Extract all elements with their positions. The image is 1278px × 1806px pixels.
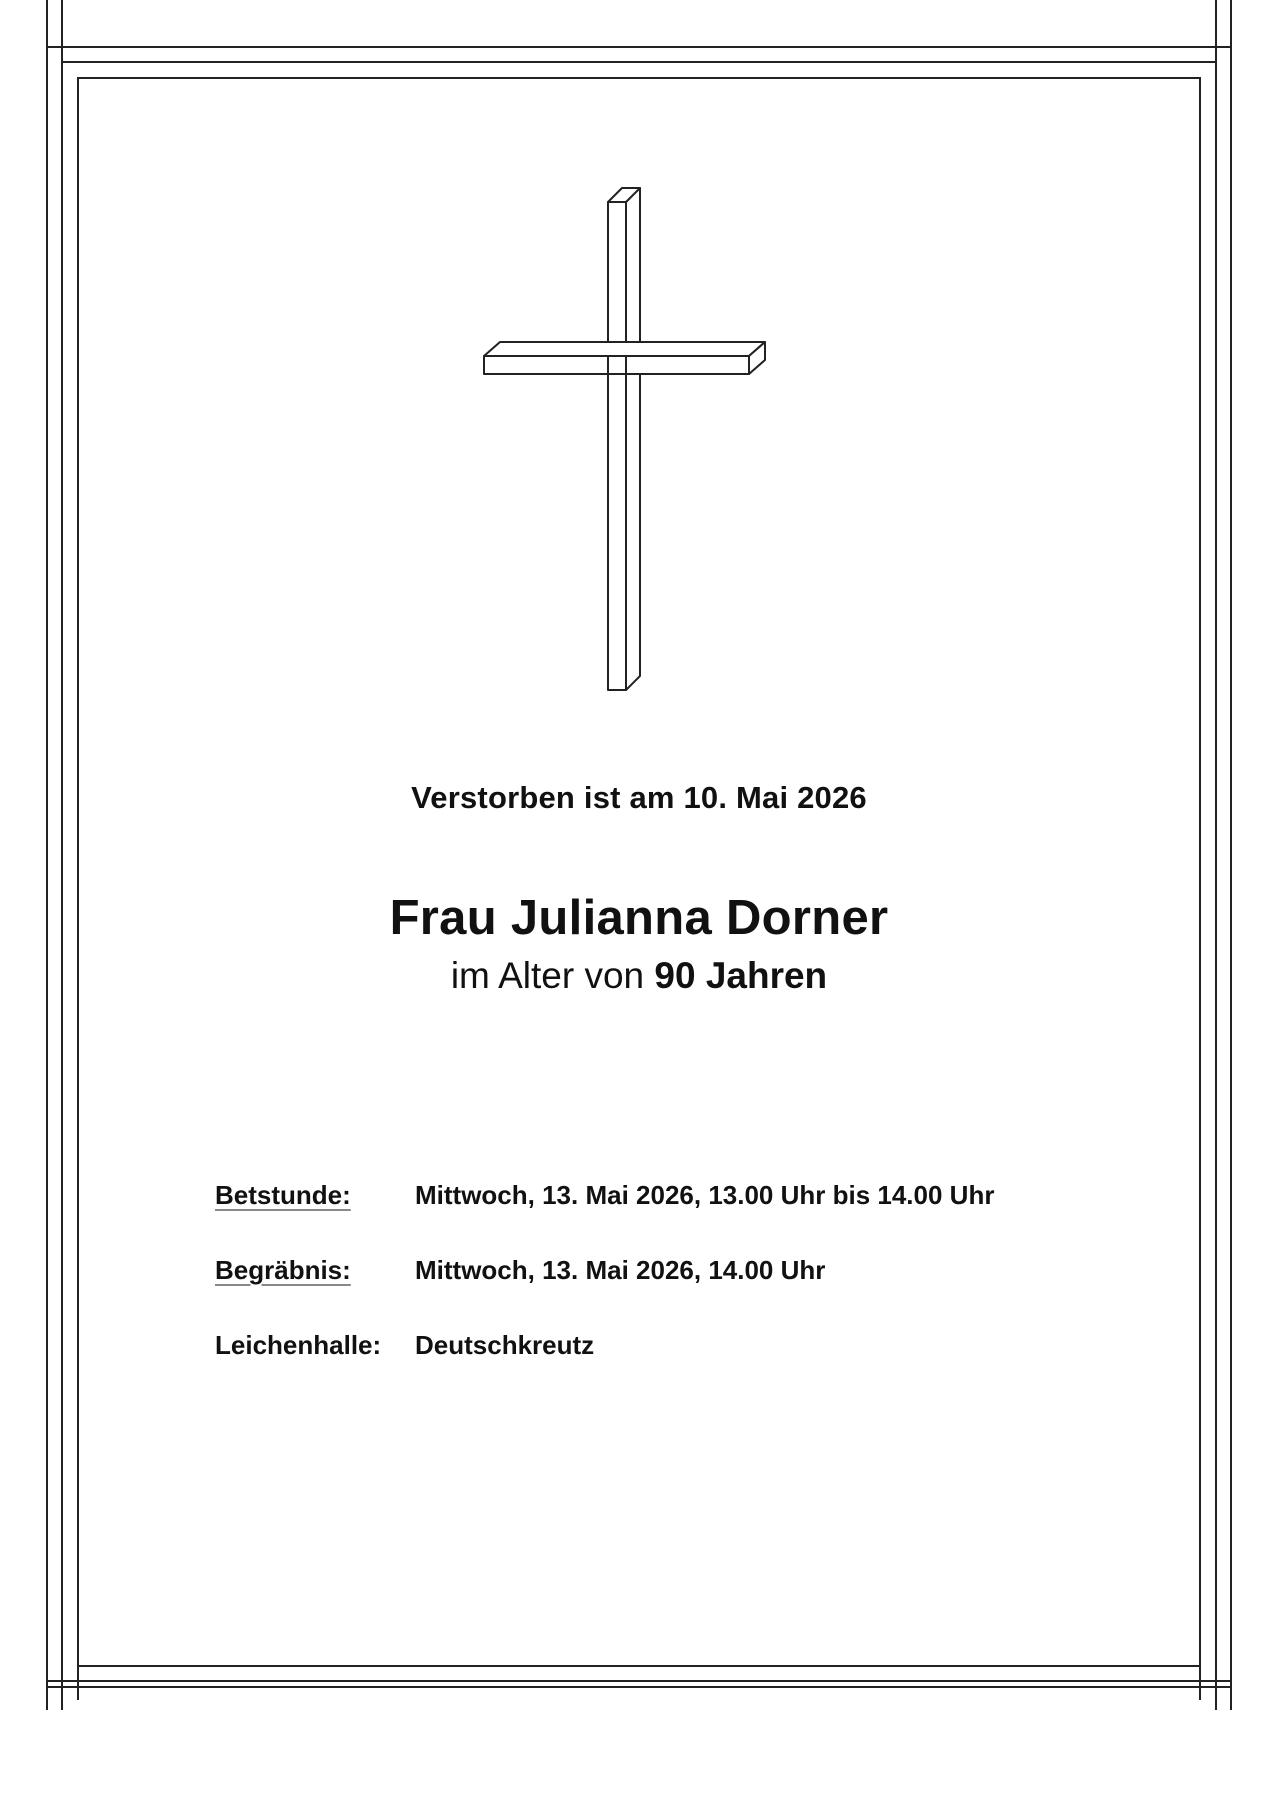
detail-label: Betstunde: [215,1180,351,1210]
detail-label: Leichenhalle: [215,1330,382,1360]
detail-value: Mittwoch, 13. Mai 2026, 13.00 Uhr bis 14.00 Uhr [415,1180,995,1210]
detail-row-betstunde [215,1180,1115,1255]
age-prefix: im Alter von [450,955,655,996]
death-date-line: Verstorben ist am 10. Mai 2026 [411,780,867,815]
detail-value: Mittwoch, 13. Mai 2026, 14.00 Uhr [415,1255,826,1285]
detail-value: Deutschkreutz [415,1330,595,1360]
ceremony-details [215,1180,1115,1405]
age-value: 90 Jahren [654,955,828,996]
age-line [0,955,1278,997]
deceased-name: Frau Julianna Dorner [389,891,889,945]
detail-row-leichenhalle [215,1330,1115,1405]
cross-icon [470,180,770,700]
detail-label: Begräbnis: [215,1255,351,1285]
detail-row-begraebnis [215,1255,1115,1330]
